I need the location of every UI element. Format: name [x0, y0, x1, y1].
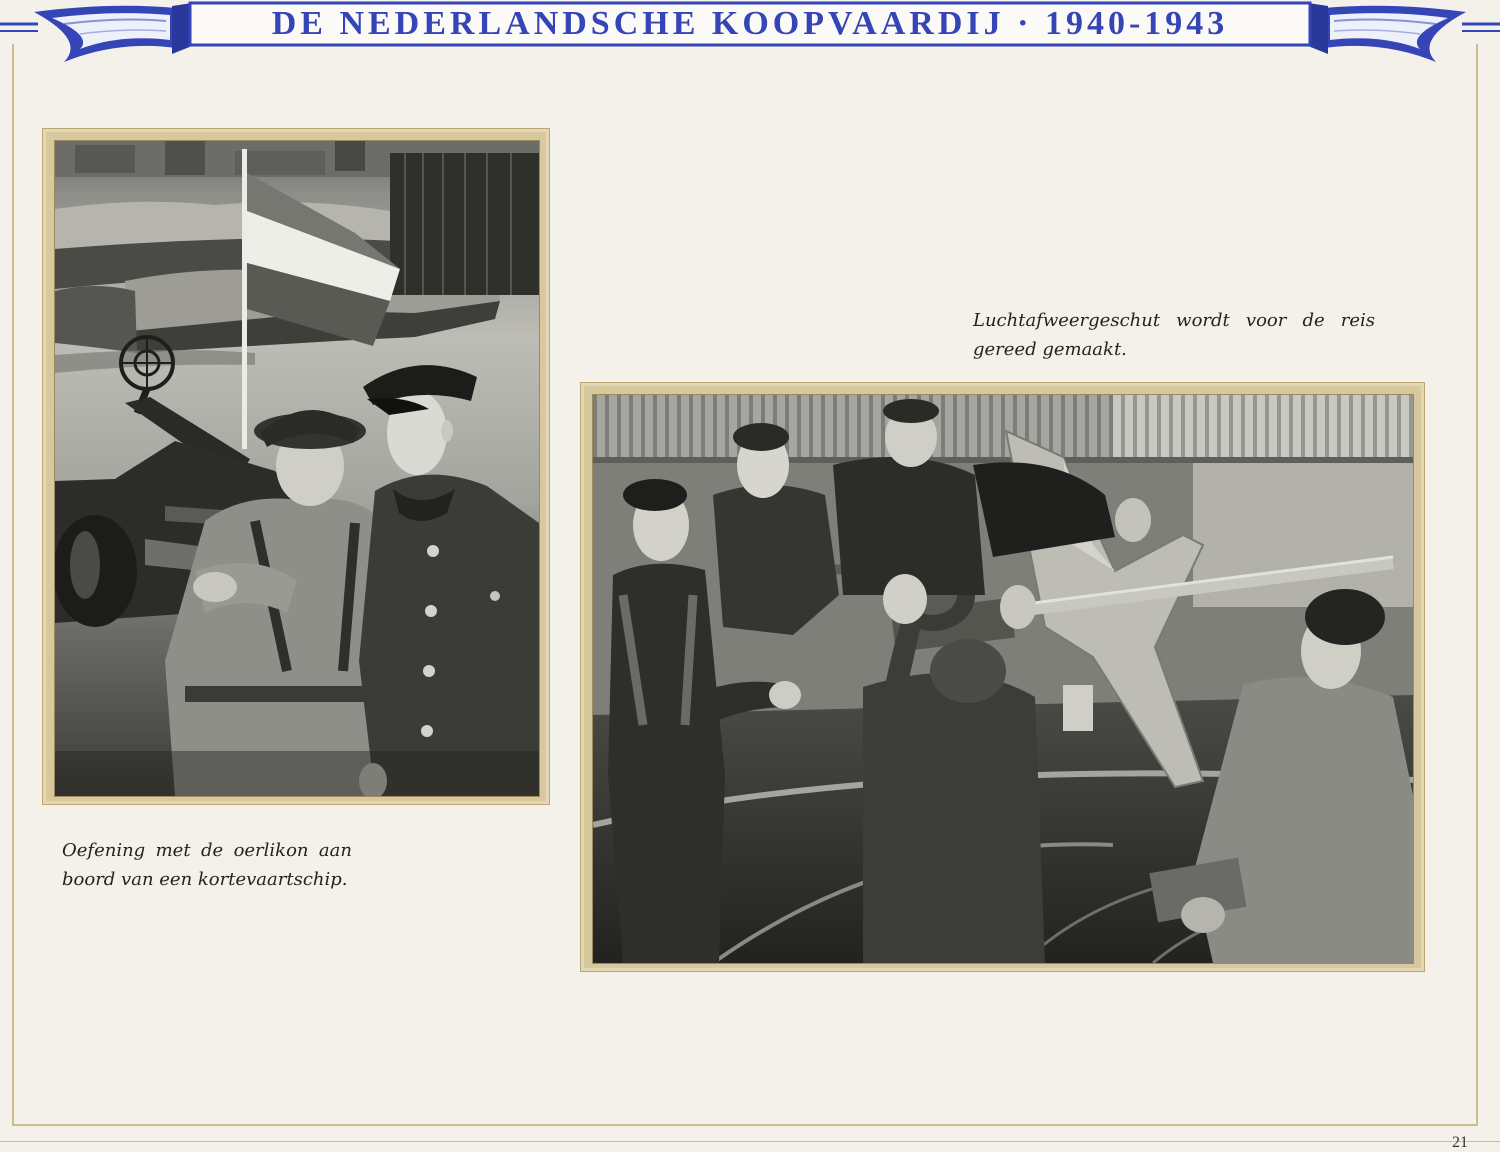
- flagpole: [242, 149, 247, 449]
- caption-left-photo: [62, 836, 352, 894]
- page-title: DE NEDERLANDSCHE KOOPVAARDIJ · 1940-1943: [271, 5, 1229, 42]
- caption-line: Oefening met de oerlikon aan: [62, 840, 352, 861]
- page-number: 21: [1452, 1134, 1468, 1151]
- photo-right-frame: [580, 382, 1425, 972]
- caption-line: Luchtafweergeschut wordt voor de reis: [973, 310, 1375, 331]
- page-edge-line: [0, 1141, 1500, 1142]
- photo-antiaircraft-gun: [592, 394, 1414, 964]
- caption-right-photo: [973, 306, 1375, 364]
- deck-shadow: [55, 751, 539, 796]
- paint-can: [1063, 685, 1093, 731]
- photo-left-frame: [42, 128, 550, 805]
- caption-line: gereed gemaakt.: [973, 339, 1127, 360]
- photo-oerlikon-drill-image: [55, 141, 539, 796]
- corrugated-roof: [593, 395, 1413, 457]
- caption-line: boord van een kortevaartschip.: [62, 869, 348, 890]
- photo-antiaircraft-gun-image: [593, 395, 1413, 963]
- wooden-pilings: [390, 153, 539, 295]
- photo-oerlikon-drill: [54, 140, 540, 797]
